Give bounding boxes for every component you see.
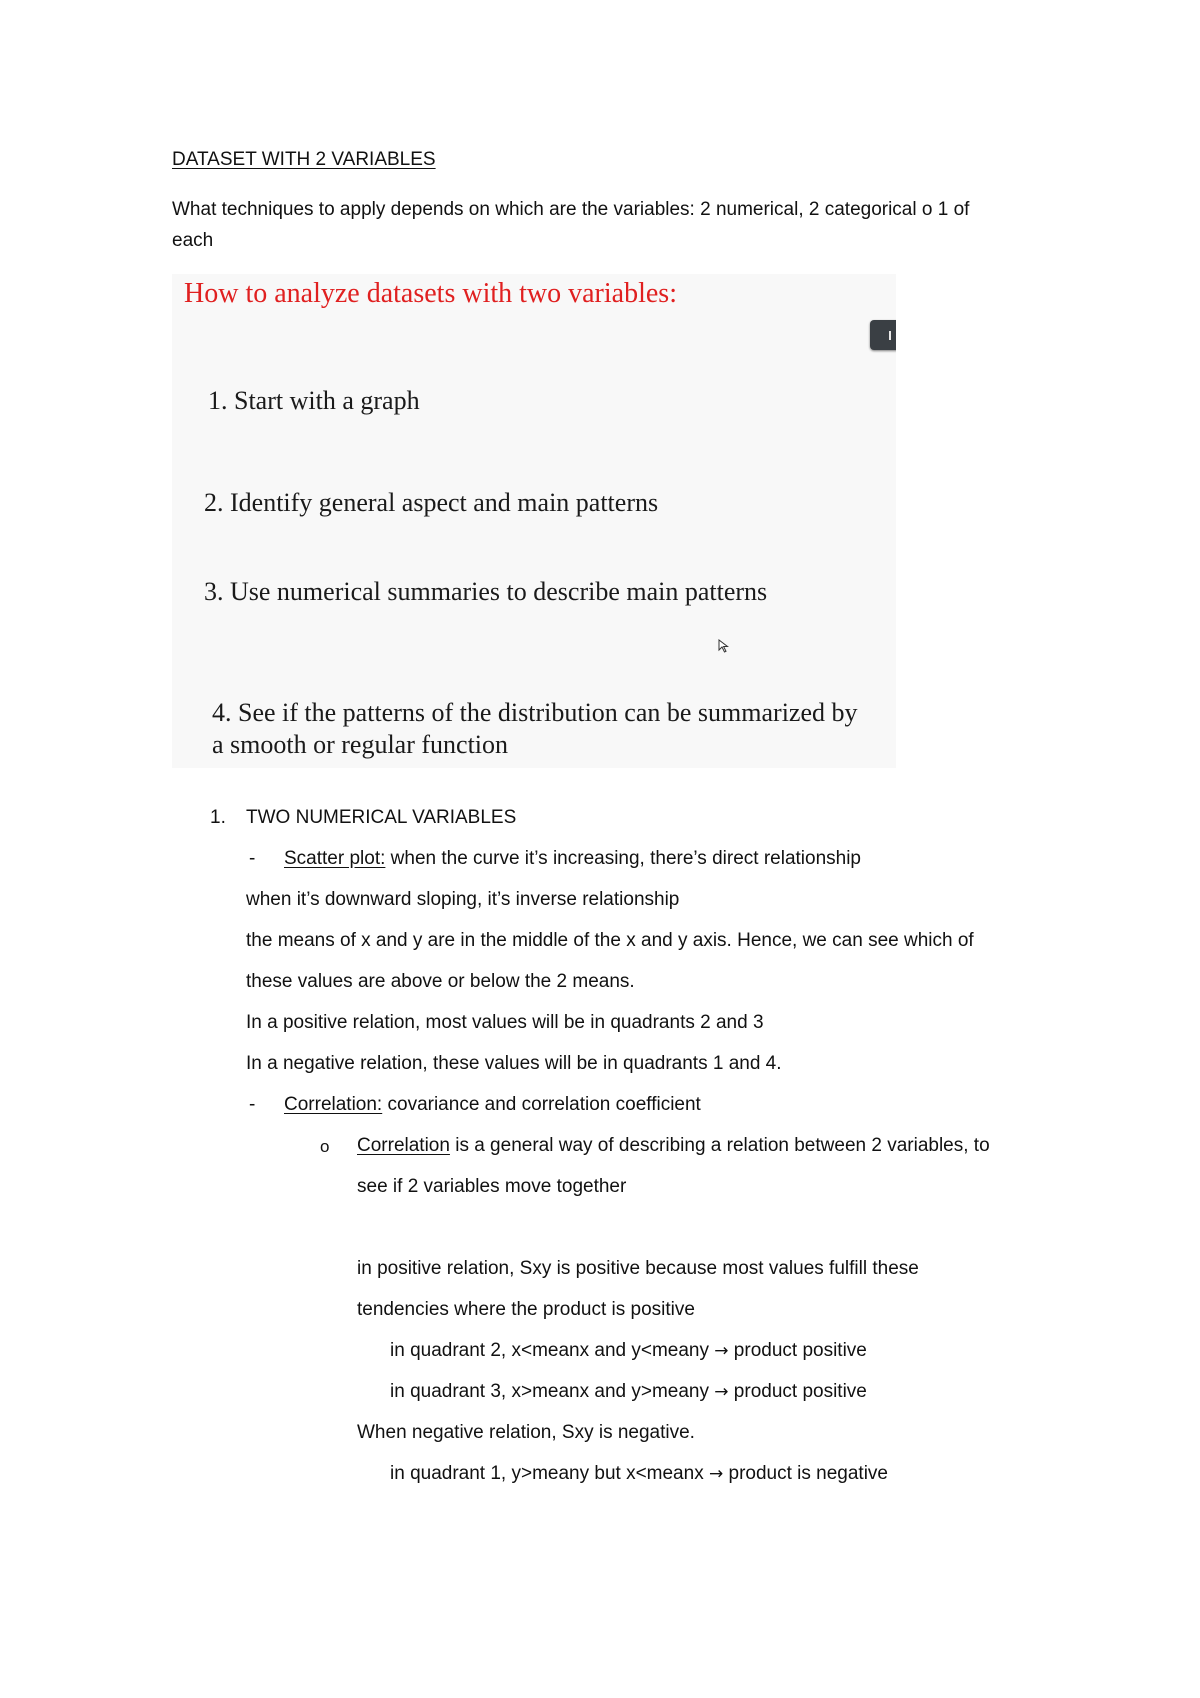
scatter-line-3: these values are above or below the 2 means. — [246, 971, 635, 992]
slide-step-3: 3. Use numerical summaries to describe main patterns — [204, 577, 768, 606]
slide-step-4-line-1: 4. See if the patterns of the distribution can be summarized by — [212, 698, 858, 727]
slide-title: How to analyze datasets with two variables: — [184, 278, 677, 309]
slide-step-4-line-2: a smooth or regular function — [212, 730, 509, 759]
quadrant-3-text: in quadrant 3, x>meanx and y>meany — [390, 1381, 709, 1402]
correlation-definition-2: see if 2 variables move together — [357, 1176, 627, 1197]
arrow-right-icon: → — [714, 1382, 729, 1402]
slide-step-1: 1. Start with a graph — [208, 386, 420, 415]
correlation-line — [284, 1093, 701, 1117]
quadrant-2-result: product positive — [733, 1340, 867, 1361]
document-heading: DATASET WITH 2 VARIABLES — [172, 149, 436, 170]
quadrant-1-result: product is negative — [728, 1463, 889, 1484]
arrow-right-icon: → — [714, 1341, 729, 1361]
negative-relation-line: When negative relation, Sxy is negative. — [357, 1422, 695, 1443]
embedded-slide-image — [172, 274, 896, 768]
correlation-sub-text: is a general way of describing a relation between 2 variables, to — [449, 1135, 990, 1156]
quadrant-3-line — [390, 1380, 867, 1404]
scatter-dash: - — [249, 848, 256, 869]
scatter-line-4: In a positive relation, most values will be in quadrants 2 and 3 — [246, 1012, 764, 1033]
correlation-dash: - — [249, 1094, 256, 1115]
scatter-plot-label: Scatter plot: — [284, 848, 386, 869]
arrow-right-icon: → — [708, 1464, 724, 1484]
section-number: 1. — [210, 807, 226, 828]
scatter-line-2: the means of x and y are in the middle of the x and y axis. Hence, we can see which of — [246, 930, 974, 951]
scatter-plot-text: when the curve it’s increasing, there’s direct relationship — [385, 848, 861, 869]
section-title: TWO NUMERICAL VARIABLES — [246, 807, 517, 828]
scatter-line — [284, 847, 861, 871]
intro-line-2: each — [172, 230, 214, 251]
window-control-icon — [870, 320, 896, 350]
scatter-line-1: when it’s downward sloping, it’s inverse relationship — [246, 889, 680, 910]
correlation-definition — [357, 1134, 990, 1158]
intro-line-1: What techniques to apply depends on which are the variables: 2 numerical, 2 categorical o 1 of — [172, 199, 970, 220]
sub-bullet-marker: o — [320, 1137, 330, 1156]
quadrant-2-line — [390, 1339, 867, 1363]
positive-relation-line-2: tendencies where the product is positive — [357, 1299, 695, 1320]
slide-step-2: 2. Identify general aspect and main patterns — [204, 488, 659, 517]
quadrant-3-result: product positive — [733, 1381, 867, 1402]
positive-relation-line-1: in positive relation, Sxy is positive because most values fulfill these — [357, 1258, 919, 1279]
quadrant-2-text: in quadrant 2, x<meanx and y<meany — [390, 1340, 709, 1361]
correlation-text: covariance and correlation coefficient — [382, 1094, 701, 1115]
correlation-sub-label: Correlation — [357, 1135, 450, 1156]
scatter-line-5: In a negative relation, these values will be in quadrants 1 and 4. — [246, 1053, 782, 1074]
quadrant-1-text: in quadrant 1, y>meany but x<meanx — [390, 1463, 704, 1484]
quadrant-1-line — [390, 1462, 888, 1486]
correlation-label: Correlation: — [284, 1094, 383, 1115]
mouse-cursor-icon — [717, 639, 731, 653]
